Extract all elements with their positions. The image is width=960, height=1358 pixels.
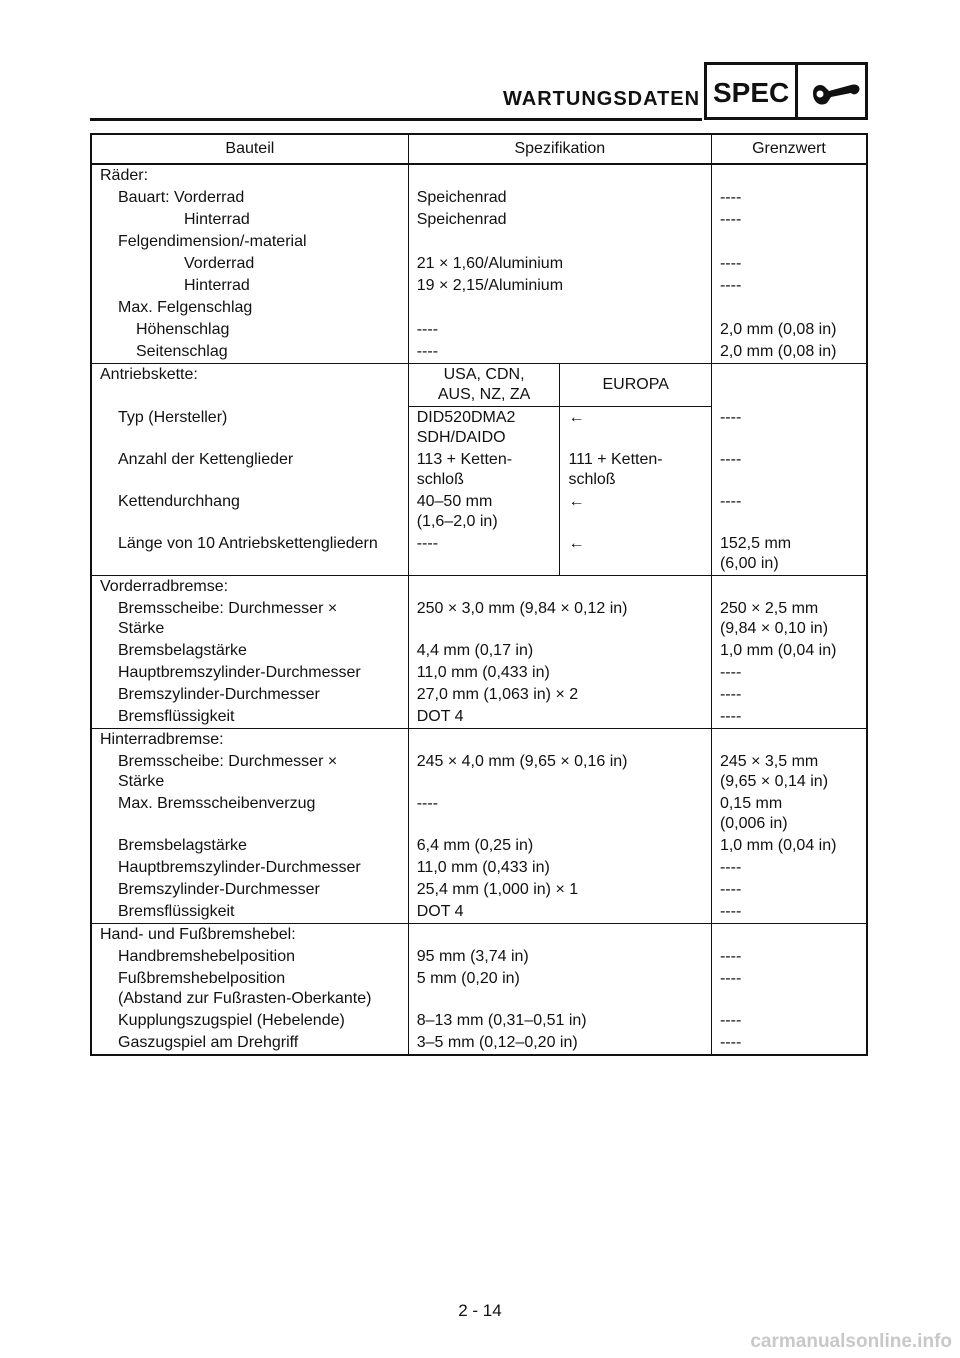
row-spec: 250 × 3,0 mm (9,84 × 0,12 in) [408,598,711,640]
row-spec [408,231,711,253]
spec-table [90,133,868,1056]
watermark: carmanualsonline.info [750,1331,952,1352]
row-label: Seitenschlag [136,343,228,360]
row-label: Länge von 10 Antriebskettengliedern [118,535,378,552]
table-row [91,901,867,924]
row-label: Hinterrad [184,277,250,294]
row-spec: 11,0 mm (0,433 in) [408,857,711,879]
row-label: Gaszugspiel am Drehgriff [118,1034,299,1051]
row-spec: Speichenrad [408,187,711,209]
row-spec: 25,4 mm (1,000 in) × 1 [408,879,711,901]
table-row [91,946,867,968]
row-limit: 2,0 mm (0,08 in) [711,341,867,364]
row-limit: ---- [711,253,867,275]
empty-cell [408,924,711,947]
row-spec: 11,0 mm (0,433 in) [408,662,711,684]
row-label: Bremszylinder-Durchmesser [118,686,320,703]
header-spezifikation: Spezifikation [408,134,711,164]
empty-cell [711,924,867,947]
row-label: Vorderrad [184,255,255,272]
row-spec: 4,4 mm (0,17 in) [408,640,711,662]
row-spec: ---- [408,319,711,341]
row-limit: ---- [711,1010,867,1032]
row-spec: Speichenrad [408,209,711,231]
row-spec: 21 × 1,60/Aluminium [408,253,711,275]
row-label: Bremsscheibe: Durchmesser × Stärke [118,600,338,637]
region-europa: EUROPA [560,364,712,407]
page-number: 2 - 14 [458,1301,502,1320]
table-row [91,275,867,297]
row-spec: 245 × 4,0 mm (9,65 × 0,16 in) [408,751,711,793]
row-spec: 5 mm (0,20 in) [408,968,711,1010]
row-limit: 250 × 2,5 mm (9,84 × 0,10 in) [711,598,867,640]
table-row [91,879,867,901]
row-spec [408,297,711,319]
row-spec: ---- [408,793,711,835]
wrench-icon [807,73,863,111]
section-title-row [91,364,867,407]
row-limit: ---- [711,275,867,297]
section-title: Hand- und Fußbremshebel: [91,924,408,947]
row-label: Kupplungszugspiel (Hebelende) [118,1012,345,1029]
row-limit: ---- [711,946,867,968]
row-label: Bremsscheibe: Durchmesser × Stärke [118,753,338,790]
table-row [91,253,867,275]
table-row [91,209,867,231]
empty-cell [408,729,711,752]
row-label: Bremsbelagstärke [118,642,247,659]
table-row [91,751,867,793]
table-row [91,491,867,533]
table-row [91,1032,867,1055]
row-spec: 27,0 mm (1,063 in) × 2 [408,684,711,706]
header-bauteil: Bauteil [91,134,408,164]
table-row [91,533,867,576]
row-label: Bremsflüssigkeit [118,903,235,920]
row-spec-europa: ← [560,491,712,533]
row-limit: 1,0 mm (0,04 in) [711,640,867,662]
row-label: Kettendurchhang [118,493,240,510]
row-limit: ---- [711,857,867,879]
section-title: Räder: [100,167,149,184]
row-label: Bremszylinder-Durchmesser [118,881,320,898]
table-row [91,662,867,684]
row-spec-europa: ← [560,533,712,576]
row-label: Fußbremshebelposition (Abstand zur Fußrasten-Oberkante) [118,970,372,1007]
table-header-row [91,134,867,164]
table-row [91,640,867,662]
table-row [91,598,867,640]
row-limit [711,297,867,319]
row-limit: 0,15 mm (0,006 in) [711,793,867,835]
row-limit: ---- [711,491,867,533]
row-label: Bremsbelagstärke [118,837,247,854]
spec-label: SPEC [713,77,790,108]
section-title-row [91,164,867,187]
row-limit: ---- [711,662,867,684]
table-row [91,684,867,706]
table-row [91,1010,867,1032]
table-row [91,297,867,319]
spec-divider [795,65,798,117]
row-label: Hauptbremszylinder-Durchmesser [118,859,361,876]
row-spec-europa: ← [560,407,712,450]
spec-badge [704,62,868,120]
empty-cell [711,164,867,187]
empty-cell [711,729,867,752]
row-spec-usa: 40–50 mm (1,6–2,0 in) [408,491,560,533]
empty-cell [711,364,867,407]
row-spec-europa: 111 + Ketten- schloß [560,449,712,491]
section-title: Vorderradbremse: [91,576,408,599]
row-spec: ---- [408,341,711,364]
header-grenzwert: Grenzwert [711,134,867,164]
row-label: Höhenschlag [136,321,230,338]
table-row [91,449,867,491]
empty-cell [711,576,867,599]
row-limit: 1,0 mm (0,04 in) [711,835,867,857]
row-limit: ---- [711,968,867,1010]
table-row [91,793,867,835]
table-row [91,231,867,253]
row-spec: 6,4 mm (0,25 in) [408,835,711,857]
row-spec-usa: DID520DMA2 SDH/DAIDO [408,407,560,450]
header-rule [90,118,702,121]
table-row [91,857,867,879]
row-label: Hinterrad [184,211,250,228]
empty-cell [408,164,711,187]
row-limit: ---- [711,187,867,209]
section-title: Hinterradbremse: [91,729,408,752]
row-spec: DOT 4 [408,901,711,924]
row-limit: ---- [711,684,867,706]
row-spec-usa: ---- [408,533,560,576]
table-row [91,341,867,364]
section-title-row [91,576,867,599]
page-title: WARTUNGSDATEN [503,88,701,110]
row-limit: ---- [711,449,867,491]
table-row [91,835,867,857]
row-limit: ---- [711,1032,867,1055]
row-spec-usa: 113 + Ketten- schloß [408,449,560,491]
row-limit: ---- [711,879,867,901]
table-row [91,968,867,1010]
row-limit: 152,5 mm (6,00 in) [711,533,867,576]
table-row [91,187,867,209]
row-limit: ---- [711,706,867,729]
row-label: Anzahl der Kettenglieder [118,451,294,468]
row-label: Max. Felgenschlag [118,299,253,316]
section-title: Antriebskette: [91,364,408,407]
row-spec: 8–13 mm (0,31–0,51 in) [408,1010,711,1032]
table-row [91,319,867,341]
row-limit: 2,0 mm (0,08 in) [711,319,867,341]
row-label: Bauart: Vorderrad [118,189,245,206]
row-label: Felgendimension/-material [118,233,307,250]
row-label: Typ (Hersteller) [118,408,228,426]
row-limit: 245 × 3,5 mm (9,65 × 0,14 in) [711,751,867,793]
row-limit: ---- [711,209,867,231]
region-usa: USA, CDN, AUS, NZ, ZA [408,364,560,407]
table-row [91,407,867,450]
row-limit [711,231,867,253]
row-limit: ---- [711,407,867,450]
row-spec: DOT 4 [408,706,711,729]
row-spec: 3–5 mm (0,12–0,20 in) [408,1032,711,1055]
row-limit: ---- [711,901,867,924]
row-label: Handbremshebelposition [118,948,295,965]
row-label: Max. Bremsscheibenverzug [118,795,316,812]
row-spec: 95 mm (3,74 in) [408,946,711,968]
section-title-row [91,729,867,752]
table-row [91,706,867,729]
section-title-row [91,924,867,947]
row-label: Bremsflüssigkeit [118,708,235,725]
row-spec: 19 × 2,15/Aluminium [408,275,711,297]
empty-cell [408,576,711,599]
row-label: Hauptbremszylinder-Durchmesser [118,664,361,681]
